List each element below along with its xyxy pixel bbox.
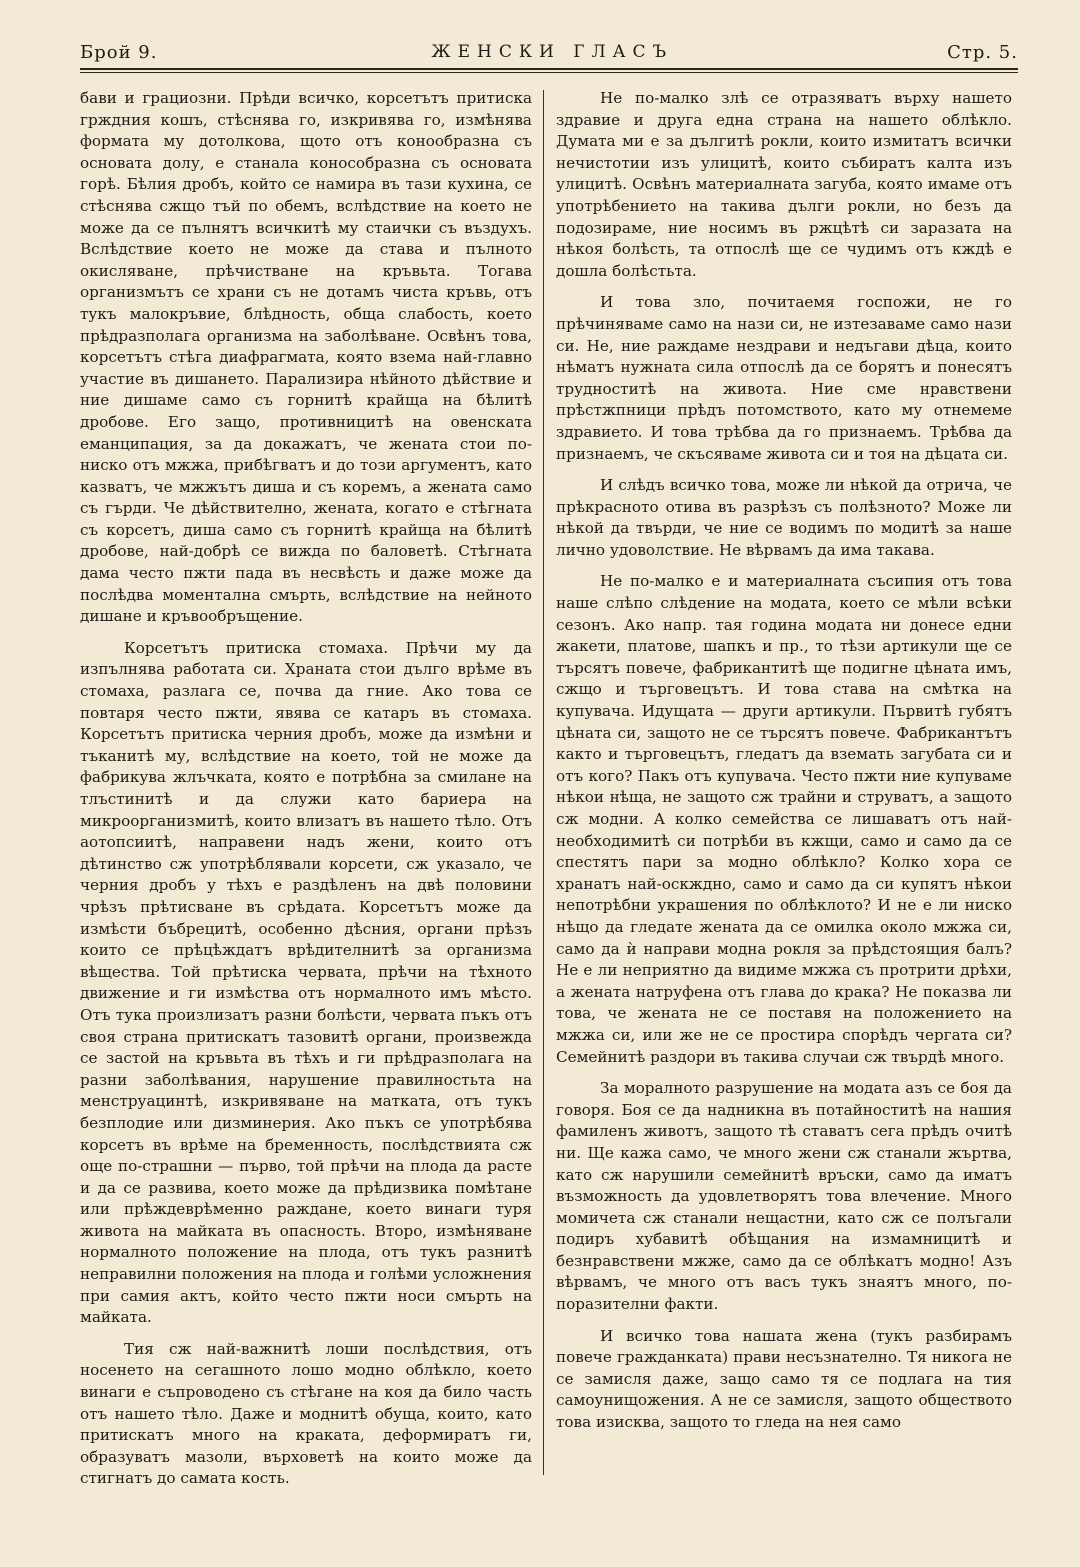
paragraph: Корсетътъ притиска стомаха. Прѣчи му да изпълнява работата си. Храната стои дълго врѣме въ стомаха, разлага се, почва да гние. Ако това се повтаря често пжти, явява се катаръ въ стомаха. Корсетътъ притиска черния дробъ, може да измѣни и тъканитѣ му, вслѣдствие на което, той не може да фабрикува жлъчката, която е потрѣбна за смилане на тлъстинитѣ и да служи като бариера на микроорганизмитѣ, които влизатъ въ нашето тѣло. Отъ аотопсиитѣ, направени надъ жени, които отъ дѣтинство сж употрѣблявали корсети, сж указало, че черния дробъ у тѣхъ е раздѣленъ на двѣ половини чрѣзъ прѣтисване въ срѣдата. Корсетътъ може да измѣсти бъбрецитѣ, особенно дѣсния, органи прѣзъ които се прѣцѣждатъ врѣдителнитѣ за организма вѣщества. Той прѣтиска червата, прѣчи на тѣхното движение и ги измѣства отъ нормалното имъ мѣсто. Отъ тука произлизатъ разни болѣсти, червата пъкъ отъ своя страна притискатъ тазовитѣ органи, произвежда се застой на кръвьта въ тѣхъ и ги прѣдразполага на разни заболѣвания, нарушение правилностьта на менструацинтѣ, изкривяване на матката, отъ тукъ безплодие или дизминерия. Ако пъкъ се употрѣбява корсетъ въ врѣме на бременность, послѣдствията сж още по-страшни — първо, той прѣчи на плода да расте и да се развива, което може да прѣдизвика помѣтане или прѣждеврѣменно раждане, което винаги туря живота на майката въ опасность. Второ, измѣняване нормалното положение на плода, отъ тукъ разнитѣ неправилни положения на плода и голѣми усложнения при самия актъ, който често пжти носи смърть на майката. (80, 638, 532, 1327)
right-column (556, 88, 1012, 1434)
issue-number: Брой 9. (80, 41, 158, 63)
page-number: Стр. 5. (947, 41, 1018, 63)
column-divider (543, 90, 544, 1475)
paragraph: За моралното разрушение на модата азъ се боя да говоря. Боя се да надникна въ потайноститѣ на нашия фамиленъ животъ, защото тѣ ставатъ сега прѣдъ очитѣ ни. Ще кажа само, че много жени сж станали жъртва, като сж нарушили семейнитѣ връски, само да иматъ възможность да удовлетворятъ това влечение. Много момичета сж станали нещастни, като сж се полъгали подиръ хубавитѣ обѣщания на измамницитѣ и безнравствени мжже, само да се облѣкатъ модно! Азъ вѣрвамъ, че много отъ васъ тукъ знаятъ много, по-поразителни факти. (556, 1079, 1012, 1314)
paragraph: Не по-малко е и материалната съсипия отъ това наше слѣпо слѣдение на модата, което се мѣли всѣки сезонъ. Ако напр. тая година модата ни донесе едни жакети, платове, шапкъ и пр., то тѣзи артикули ще се търсятъ повече, фабрикантитѣ ще подигне цѣната имъ, сжщо и търговецътъ. И това става на смѣтка на купувача. Идущата — други артикули. Първитѣ губятъ цѣната си, защото не се търсятъ повече. Фабрикантътъ както и търговецътъ, гледатъ да вземать загубата си и отъ кого? Пакъ отъ купувача. Често пжти ние купуваме нѣкои нѣща, не защото сж трайни и струватъ, а защото сж модни. А колко семейства се лишаватъ отъ най-необходимитѣ си потрѣби въ кжщи, само и само да се спестятъ пари за модно облѣкло? Колко хора се хранатъ най-оскждно, само и само да си купятъ нѣкои непотрѣбни украшения по облѣклото? И не е ли ниско нѣщо да гледате жената да се омилка около мжжа си, само да ѝ направи модна рокля за прѣдстоящия балъ? Не е ли неприятно да видиме мжжа съ протрити дрѣхи, а жената натруфена отъ глава до крака? Не показва ли това, че жената не се поставя на положението на мжжа си, или же не се простира спорѣдъ чергата си? Семейнитѣ раздори въ такива случаи сж твърдѣ много. (556, 572, 1012, 1066)
header-rule-thick (80, 68, 1018, 70)
paragraph: И всичко това нашата жена (тукъ разбирамъ повече гражданката) прави несъзнателно. Тя никога не се замисля даже, защо само тя се подлага на тия самоунищожения. А не се замисля, защото обществото това изисква, защото то гледа на нея само (556, 1326, 1012, 1432)
page-header (80, 34, 1018, 70)
paragraph: Тия сж най-важнитѣ лоши послѣдствия, отъ носенето на сегашното лошо модно облѣкло, което винаги е съпроводено съ стѣгане на коя да било часть отъ нашето тѣло. Даже и моднитѣ обуща, които, като притискатъ много на краката, деформиратъ ги, образуватъ мазоли, върховетѣ на които може да стигнатъ до самата кость. (80, 1339, 532, 1488)
paragraph: Не по-малко злѣ се отразяватъ върху нашето здравие и друга една страна на нашето облѣкло. Думата ми е за дългитѣ рокли, които измитатъ всички нечистотии изъ улицитѣ, които събиратъ калта изъ улицитѣ. Освѣнъ материалната загуба, която имаме отъ употрѣбението на такива дълги рокли, но безъ да подозираме, ние носимъ въ ржцѣтѣ си заразата на нѣкоя болѣсть, та отпослѣ ще се чудимъ отъ кждѣ е дошла болѣстьта. (556, 89, 1012, 280)
paragraph: бави и грациозни. Прѣди всичко, корсетътъ притиска грждния кошъ, стѣснява го, изкривява го, измѣнява формата му дотолкова, щото отъ конообразна съ основата долу, е станала конособразна съ основата горѣ. Бѣлия дробъ, който се намира въ тази кухина, се стѣснява сжщо тъй по обемъ, вслѣдствие на което не може да се пълнятъ всичкитѣ му стаички съ въздухъ. Вслѣдствие което не може да става и пълното окисляване, прѣчистване на кръвьта. Тогава организмътъ се храни съ не дотамъ чиста кръвь, отъ тукъ малокръвие, блѣдность, обща слабость, което прѣдразполага организма на заболѣване. Освѣнъ това, корсетътъ стѣга диафрагмата, която взема най-главно участие въ дишането. Парализира нѣйното дѣйствие и ние дишаме само съ горнитѣ крайща на бѣлитѣ дробове. Его защо, противницитѣ на овенската еманципация, за да докажатъ, че жената стои по-ниско отъ мжжа, прибѣгватъ и до този аргументъ, като казватъ, че мжжътъ диша и съ коремъ, а жената само съ гърди. Че дѣйствително, жената, когато е стѣгната съ корсетъ, диша само съ горнитѣ крайща на бѣлитѣ дробове, най-добрѣ се вижда по баловетѣ. Стѣгнатa дама често пжти пада въ несвѣсть и даже може да послѣдва моментална смърть, вслѣдствие на нейното дишане и кръвообръщение. (80, 89, 532, 626)
header-rule-thin (80, 72, 1018, 73)
masthead-title: ЖЕНСКИ ГЛАСЪ (431, 42, 674, 62)
left-column (80, 88, 532, 1490)
paragraph: И слѣдъ всичко това, може ли нѣкой да отрича, че прѣкрасното отива въ разрѣзъ съ полѣзното? Може ли нѣкой да твърди, че ние се водимъ по модитѣ за наше лично удоволствие. Не вѣрвамъ да има такава. (556, 476, 1012, 559)
paragraph: И това зло, почитаемя госпожи, не го прѣчиняваме само на нази си, не изтезаваме само нази си. Не, ние раждаме нездрави и недъгави дѣца, които нѣматъ нужната сила отпослѣ да се борятъ и понесятъ трудноститѣ на живота. Ние сме нравствени прѣстжпници прѣдъ потомството, като му отнемеме здравието. И това трѣбва да го признаемъ. Трѣбва да признаемъ, че скъсяваме живота си и тоя на дѣцата си. (556, 293, 1012, 463)
